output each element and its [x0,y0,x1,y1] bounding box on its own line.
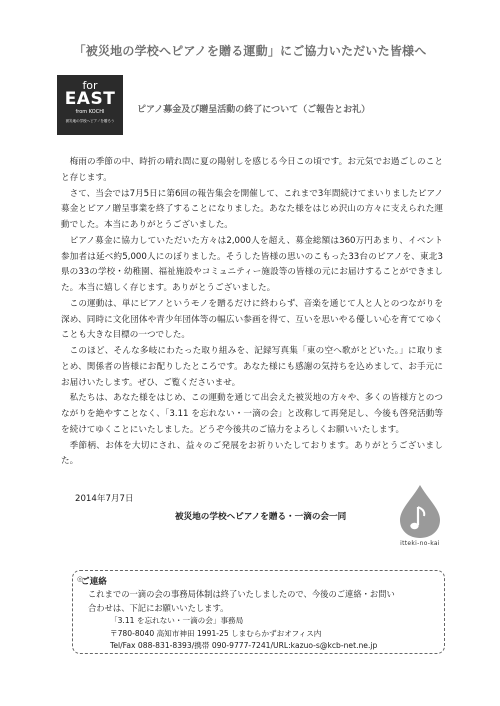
contact-line: これまでの一滴の会の事務局体制は終了いたしましたので、今後のご連絡・お問い [88,589,395,599]
paragraph: 梅雨の季節の中、時折の晴れ間に夏の陽射しを感じる今日この頃です。お元気でお過ごしのことと存じます。 [61,157,443,183]
paragraph: このほど、そんな多岐にわたった取り組みを、記録写真集「東の空へ歌がとどいた。」に取りまとめ、関係者の皆様にお配りしたところです。あなた様にも感謝の気持ちを込めまして、お手元にお届けいたします。ぜひ、ご覧くださいませ。 [61,346,443,388]
office-name: 「3.11 を忘れない・一滴の会」事務局 [110,616,244,625]
logo-text-tagline: 被災地の学校へピアノを贈ろう [65,119,115,123]
water-drop-note-icon [394,483,446,539]
letter-body [61,155,443,470]
logo-text-east: EAST [64,89,116,109]
paragraph: 季節柄、お体を大切にされ、益々のご発展をお祈りいたしております。ありがとうございました。 [61,440,443,467]
paragraph: 私たちは、あなた様をはじめ、この運動を通じて出会えた被災地の方々や、多くの皆様方とのつながりを絶やすことなく、「3.11 を忘れない・一滴の会」と改称して再発足し、今後も啓発活動等を続けてゆくことにいたしました。どうぞ今後共のご協力をよろしくお願いいたします。 [61,393,443,435]
page-subtitle: ピアノ募金及び贈呈活動の終了について（ご報告とお礼） [137,105,371,115]
paragraph: ピアノ募金に協力していただいた方々は2,000人を超え、募金総額は360万円あまり、イベント参加者は延べ約5,000人にのぼりました。そうした皆様の思いのこもった33台のピアノを、東北3県の33の学校・幼稚園、福祉施設やコミュニティー施設等の皆様の元にお届けすることができました。本当に嬉しく存じます。ありがとうございました。 [61,235,443,293]
paragraph: この運動は、単にピアノというモノを贈るだけに終わらず、音楽を通じて人と人とのつながりを深め、同時に文化団体や青少年団体等の幅広い参画を得て、互いを思いやる優しい心を育ててゆくことも大きな目標の一つでした。 [61,298,443,341]
logo-text-for: for [82,79,98,92]
brand-name: itteki-no-kai [400,540,440,547]
paragraph: さて、当会では7月5日に第6回の報告集会を開催して、これまで3年間続けてまいりましたピアノ募金とピアノ贈呈事業を終了することになりました。あなた様をはじめ沢山の方々に支えられた運動でした。本当にありがとうございました。 [61,188,443,230]
contact-office [110,615,377,653]
for-east-logo [57,75,123,135]
letter-date: 2014年7月7日 [75,494,134,504]
page-title: 「被災地の学校へピアノを贈る運動」にご協力いただいた皆様へ [73,44,427,58]
letter-signature: 被災地の学校へピアノを贈る・一滴の会一同 [175,512,347,522]
office-address: 〒780-8040 高知市神田 1991-25 しまむらかずおオフィス内 [110,628,322,638]
contact-notice [88,588,395,615]
contact-line: 合わせは、下記にお願いいたします。 [88,602,229,613]
bullet-icon: ◎ [77,575,84,583]
office-phone: Tel/Fax 088-831-8393/携帯 090-9777-7241/URL:kazuo-s@kcb-net.ne.jp [110,641,378,650]
contact-title: ご連絡 [81,577,107,587]
logo-text-from-kochi: from KOCHI [75,109,105,115]
